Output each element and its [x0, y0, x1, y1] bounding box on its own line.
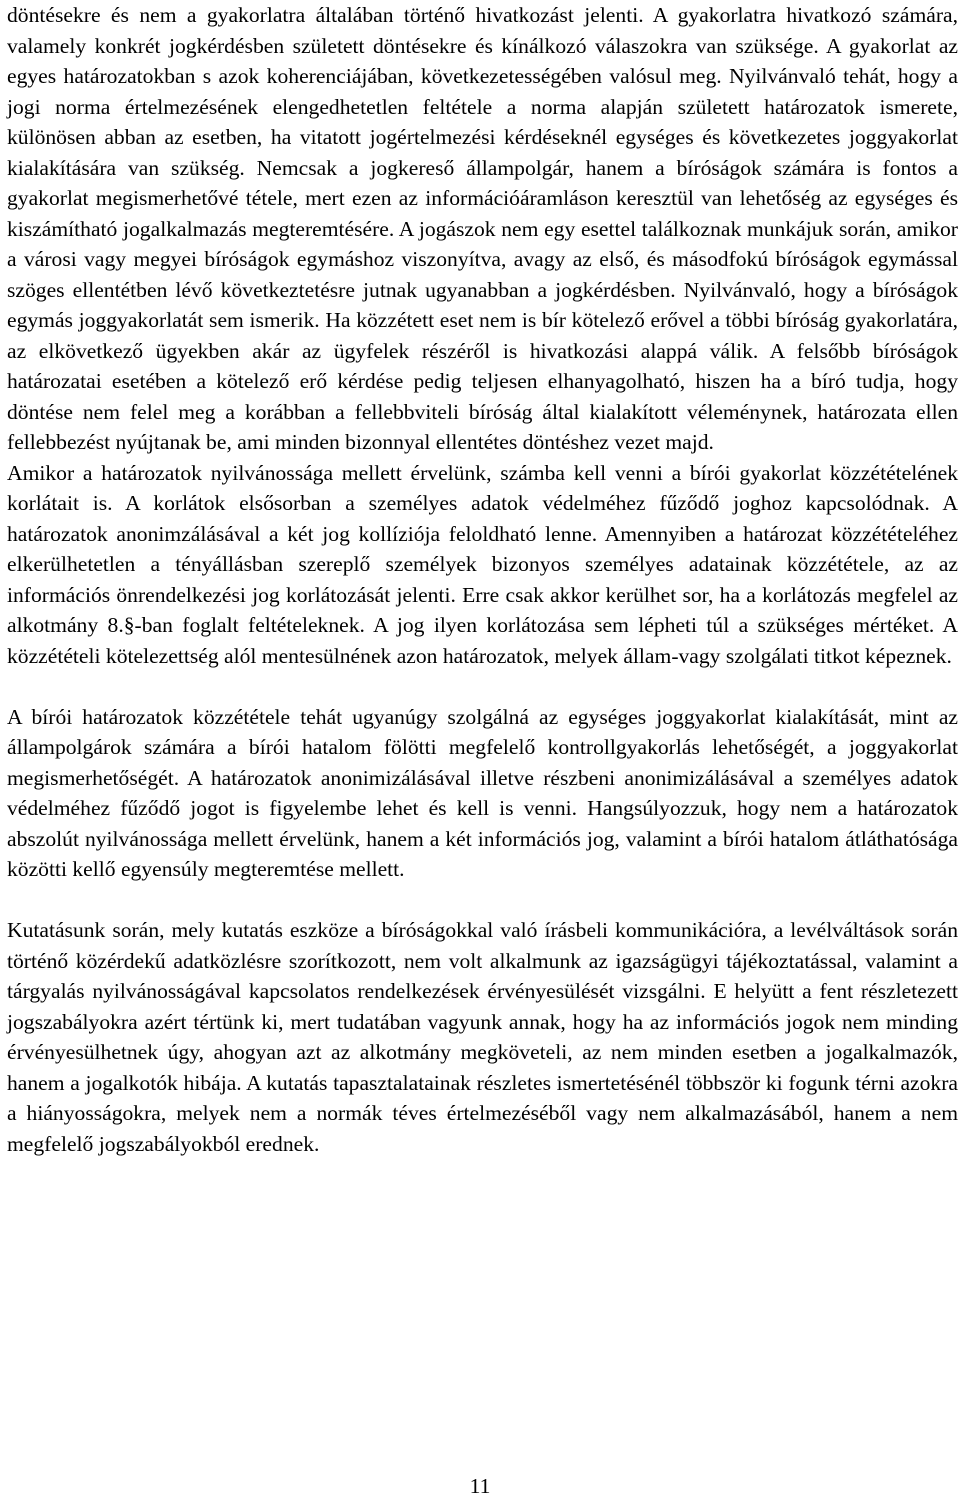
paragraph-2: Amikor a határozatok nyilvánossága mellett érvelünk, számba kell venni a bírói gyakorlat közzétételének korlátait is. A korlátok elsősorban a személyes adatok védelméhez fűződő joghoz kapcsolódnak. A határozatok anonimzálásával a két jog kollíziója feloldható lenne. Amennyiben a határozat közzétételéhez elkerülhetetlen a tényállásban szereplő személyek bizonyos személyes adatainak közzététele, az az információs önrendelkezési jog korlátozását jelenti. Erre csak akkor kerülhet sor, ha a korlátozás megfelel az alkotmány 8.§-ban foglalt feltételeknek. A jog ilyen korlátozása sem lépheti túl a szükséges mértéket. A közzétételi kötelezettség alól mentesülnének azon határozatok, melyek állam-vagy szolgálati titkot képeznek. [7, 460, 958, 668]
paragraph-1: döntésekre és nem a gyakorlatra általában történő hivatkozást jelenti. A gyakorlatra hivatkozó számára, valamely konkrét jogkérdésben született döntésekre és kínálkozó válaszokra van szüksége. A gyakorlat az egyes határozatokban s azok koherenciájában, következetességében valósul meg. Nyilvánvaló tehát, hogy a jogi norma értelmezésének elengedhetetlen feltétele a norma alapján született határozatok ismerete, különösen abban az esetben, ha vitatott jogértelmezési kérdéseknél egységes és következetes joggyakorlat kialakítására van szükség. Nemcsak a jogkereső állampolgár, hanem a bíróságok számára is fontos a gyakorlat megismerhetővé tétele, mert ezen az információáramláson keresztül van lehetőség az egységes és kiszámítható jogalkalmazás megteremtésére. A jogászok nem egy esettel találkoznak munkájuk során, amikor a városi vagy megyei bíróságok egymáshoz viszonyítva, avagy az első, és másodfokú bíróságok egymással szöges ellentétben lévő következtetésre jutnak ugyanabban a jogkérdésben. Nyilvánvaló, hogy a bíróságok egymás joggyakorlatát sem ismerik. Ha közzétett eset nem is bír kötelező erővel a többi bíróság gyakorlatára, az elkövetkező ügyekben akár az ügyfelek részéről is hivatkozási alappá válik. A felsőbb bíróságok határozatai esetében a kötelező erő kérdése pedig teljesen elhanyagolható, hiszen ha a bíró tudja, hogy döntése nem felel meg a korábban a fellebbviteli bíróság által kialakított véleménynek, határozata ellen fellebbezést nyújtanak be, ami minden bizonnyal ellentétes döntéshez vezet majd. [7, 3, 958, 454]
paragraph-4: Kutatásunk során, mely kutatás eszköze a bíróságokkal való írásbeli kommunikációra, a levélváltások során történő közérdekű adatközlésre szorítkozott, nem volt alkalmunk az igazságügyi tájékoztatással, valamint a tárgyalás nyilvánosságával kapcsolatos rendelkezések érvényesülését vizsgálni. E helyütt a fent részletezett jogszabályokra azért tértünk ki, mert tudatában vagyunk annak, hogy ha az információs jogok nem minding érvényesülhetnek úgy, ahogyan azt az alkotmány megköveteli, az nem minden esetben a jogalkalmazók, hanem a jogalkotók hibája. A kutatás tapasztalatainak részletes ismertetésénél többször ki fogunk térni azokra a hiányosságokra, melyek nem a normák téves értelmezéséből vagy nem alkalmazásából, hanem a nem megfelelő jogszabályokból erednek. [7, 918, 958, 1156]
document-page [7, 0, 958, 1159]
paragraph-3: A bírói határozatok közzététele tehát ugyanúgy szolgálná az egységes joggyakorlat kialakítását, mint az állampolgárok számára a bírói hatalom fölötti megfelelő kontrollgyakorlás lehetőségét, a joggyakorlat megismerhetőségét. A határozatok anonimizálásával illetve részbeni anonimizálásával a személyes adatok védelméhez fűződő jogot is figyelembe lehet és kell is venni. Hangsúlyozzuk, hogy nem a határozatok abszolút nyilvánossága mellett érvelünk, hanem a két információs jog, valamint a bírói hatalom átláthatósága közötti kellő egyensúly megteremtése mellett. [7, 704, 958, 881]
page-number: 11 [469, 1474, 491, 1498]
